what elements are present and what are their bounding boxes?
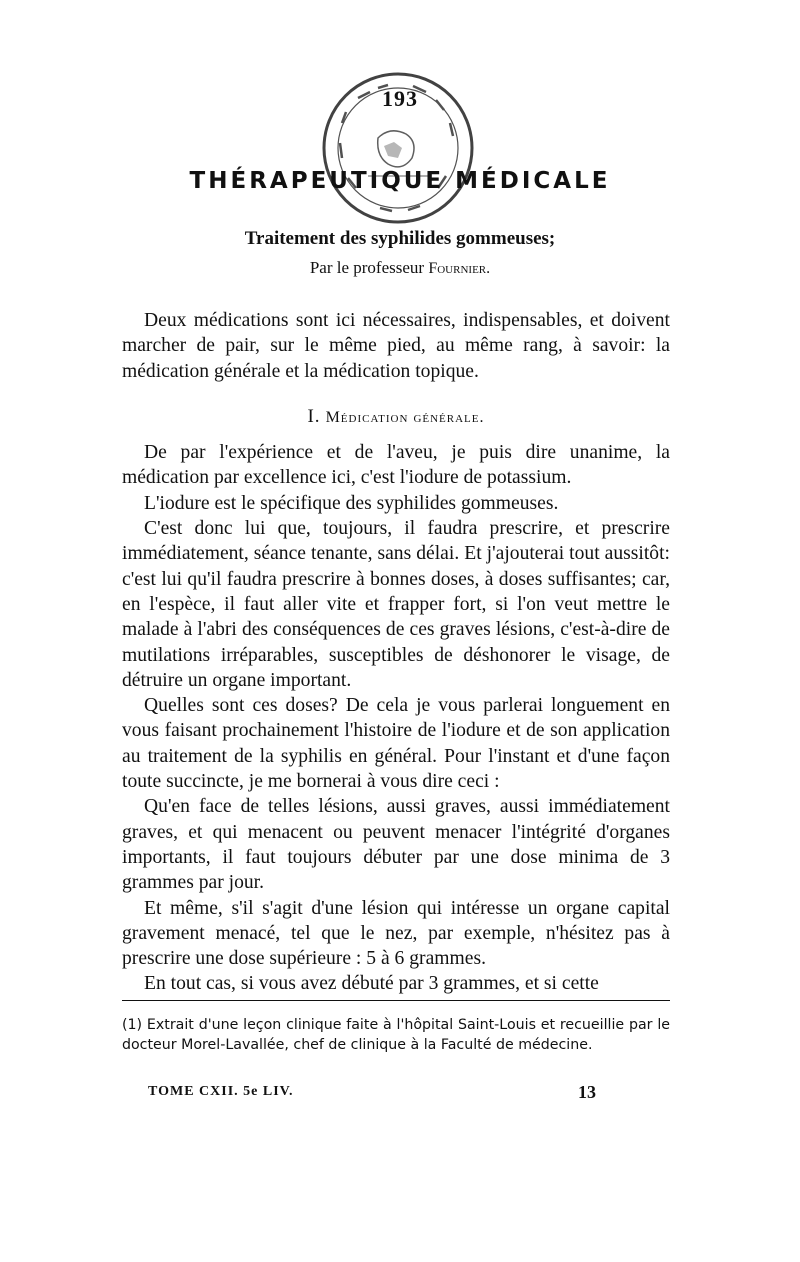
paragraph: Et même, s'il s'agit d'une lésion qui intéresse un organe capital gravement menacé, tel que le nez, par exemple, n'hésitez pas à prescrire une dose supérieure : 5 à 6 grammes. — [122, 897, 670, 970]
paragraph: Quelles sont ces doses? De cela je vous parlerai longuement en vous faisant prochainement l'histoire de l'iodure et de son application au traitement de la syphilis en général. Pour l'instant et d'une façon toute succincte, je me bornerai à vous dire ceci : — [122, 695, 670, 793]
footnote: (1) Extrait d'une leçon clinique faite à l'hôpital Saint-Louis et recueillie par le docteur Morel-Lavallée, chef de clinique à la Faculté de médecine. — [122, 1017, 670, 1053]
heading-number: I. — [307, 405, 321, 427]
paragraph: En tout cas, si vous avez débuté par 3 grammes, et si cette — [144, 973, 599, 995]
author-line — [0, 258, 800, 278]
footnote-divider — [122, 1000, 670, 1001]
section-title: THÉRAPEUTIQUE MÉDICALE — [189, 168, 611, 194]
author-prefix: Par le professeur — [309, 258, 425, 277]
subsection-heading — [122, 404, 670, 430]
paragraph: Qu'en face de telles lésions, aussi graves, aussi immédiatement graves, et qui menacent ou peuvent menacer l'intégrité d'organes importants, il faut toujours débuter par une dose minima de 3 grammes par jour. — [122, 796, 670, 894]
page-number: 193 — [382, 86, 418, 111]
paragraph: De par l'expérience et de l'aveu, je puis dire unanime, la médication par excellence ici, c'est l'iodure de potassium. — [122, 442, 670, 489]
signature-mark: 13 — [578, 1082, 596, 1102]
article-body — [122, 308, 670, 997]
paragraph: L'iodure est le spécifique des syphilides gommeuses. — [144, 492, 559, 514]
volume-label: TOME CXII. 5e LIV. — [148, 1084, 294, 1099]
paragraph: Deux médications sont ici nécessaires, indispensables, et doivent marcher de pair, sur le même pied, au même rang, à savoir: la médication générale et la médication topique. — [122, 310, 670, 382]
heading-text: Médication générale. — [325, 408, 485, 426]
article-title: Traitement des syphilides gommeuses; — [244, 228, 556, 249]
paragraph: C'est donc lui que, toujours, il faudra prescrire, et prescrire immédiatement, séance tenante, sans délai. Et j'ajouterai tout aussitôt: c'est lui qu'il faudra prescrire à bonnes doses, à doses suffisantes; car, en l'espèce, il faut aller vite et frapper fort, si l'on veut mettre le malade à l'abri des conséquences de ces graves lésions, c'est-à-dire de mutilations irréparables, susceptibles de déshonorer le visage, de détruire un organe important. — [122, 518, 670, 691]
author-name: Fournier. — [428, 260, 491, 277]
